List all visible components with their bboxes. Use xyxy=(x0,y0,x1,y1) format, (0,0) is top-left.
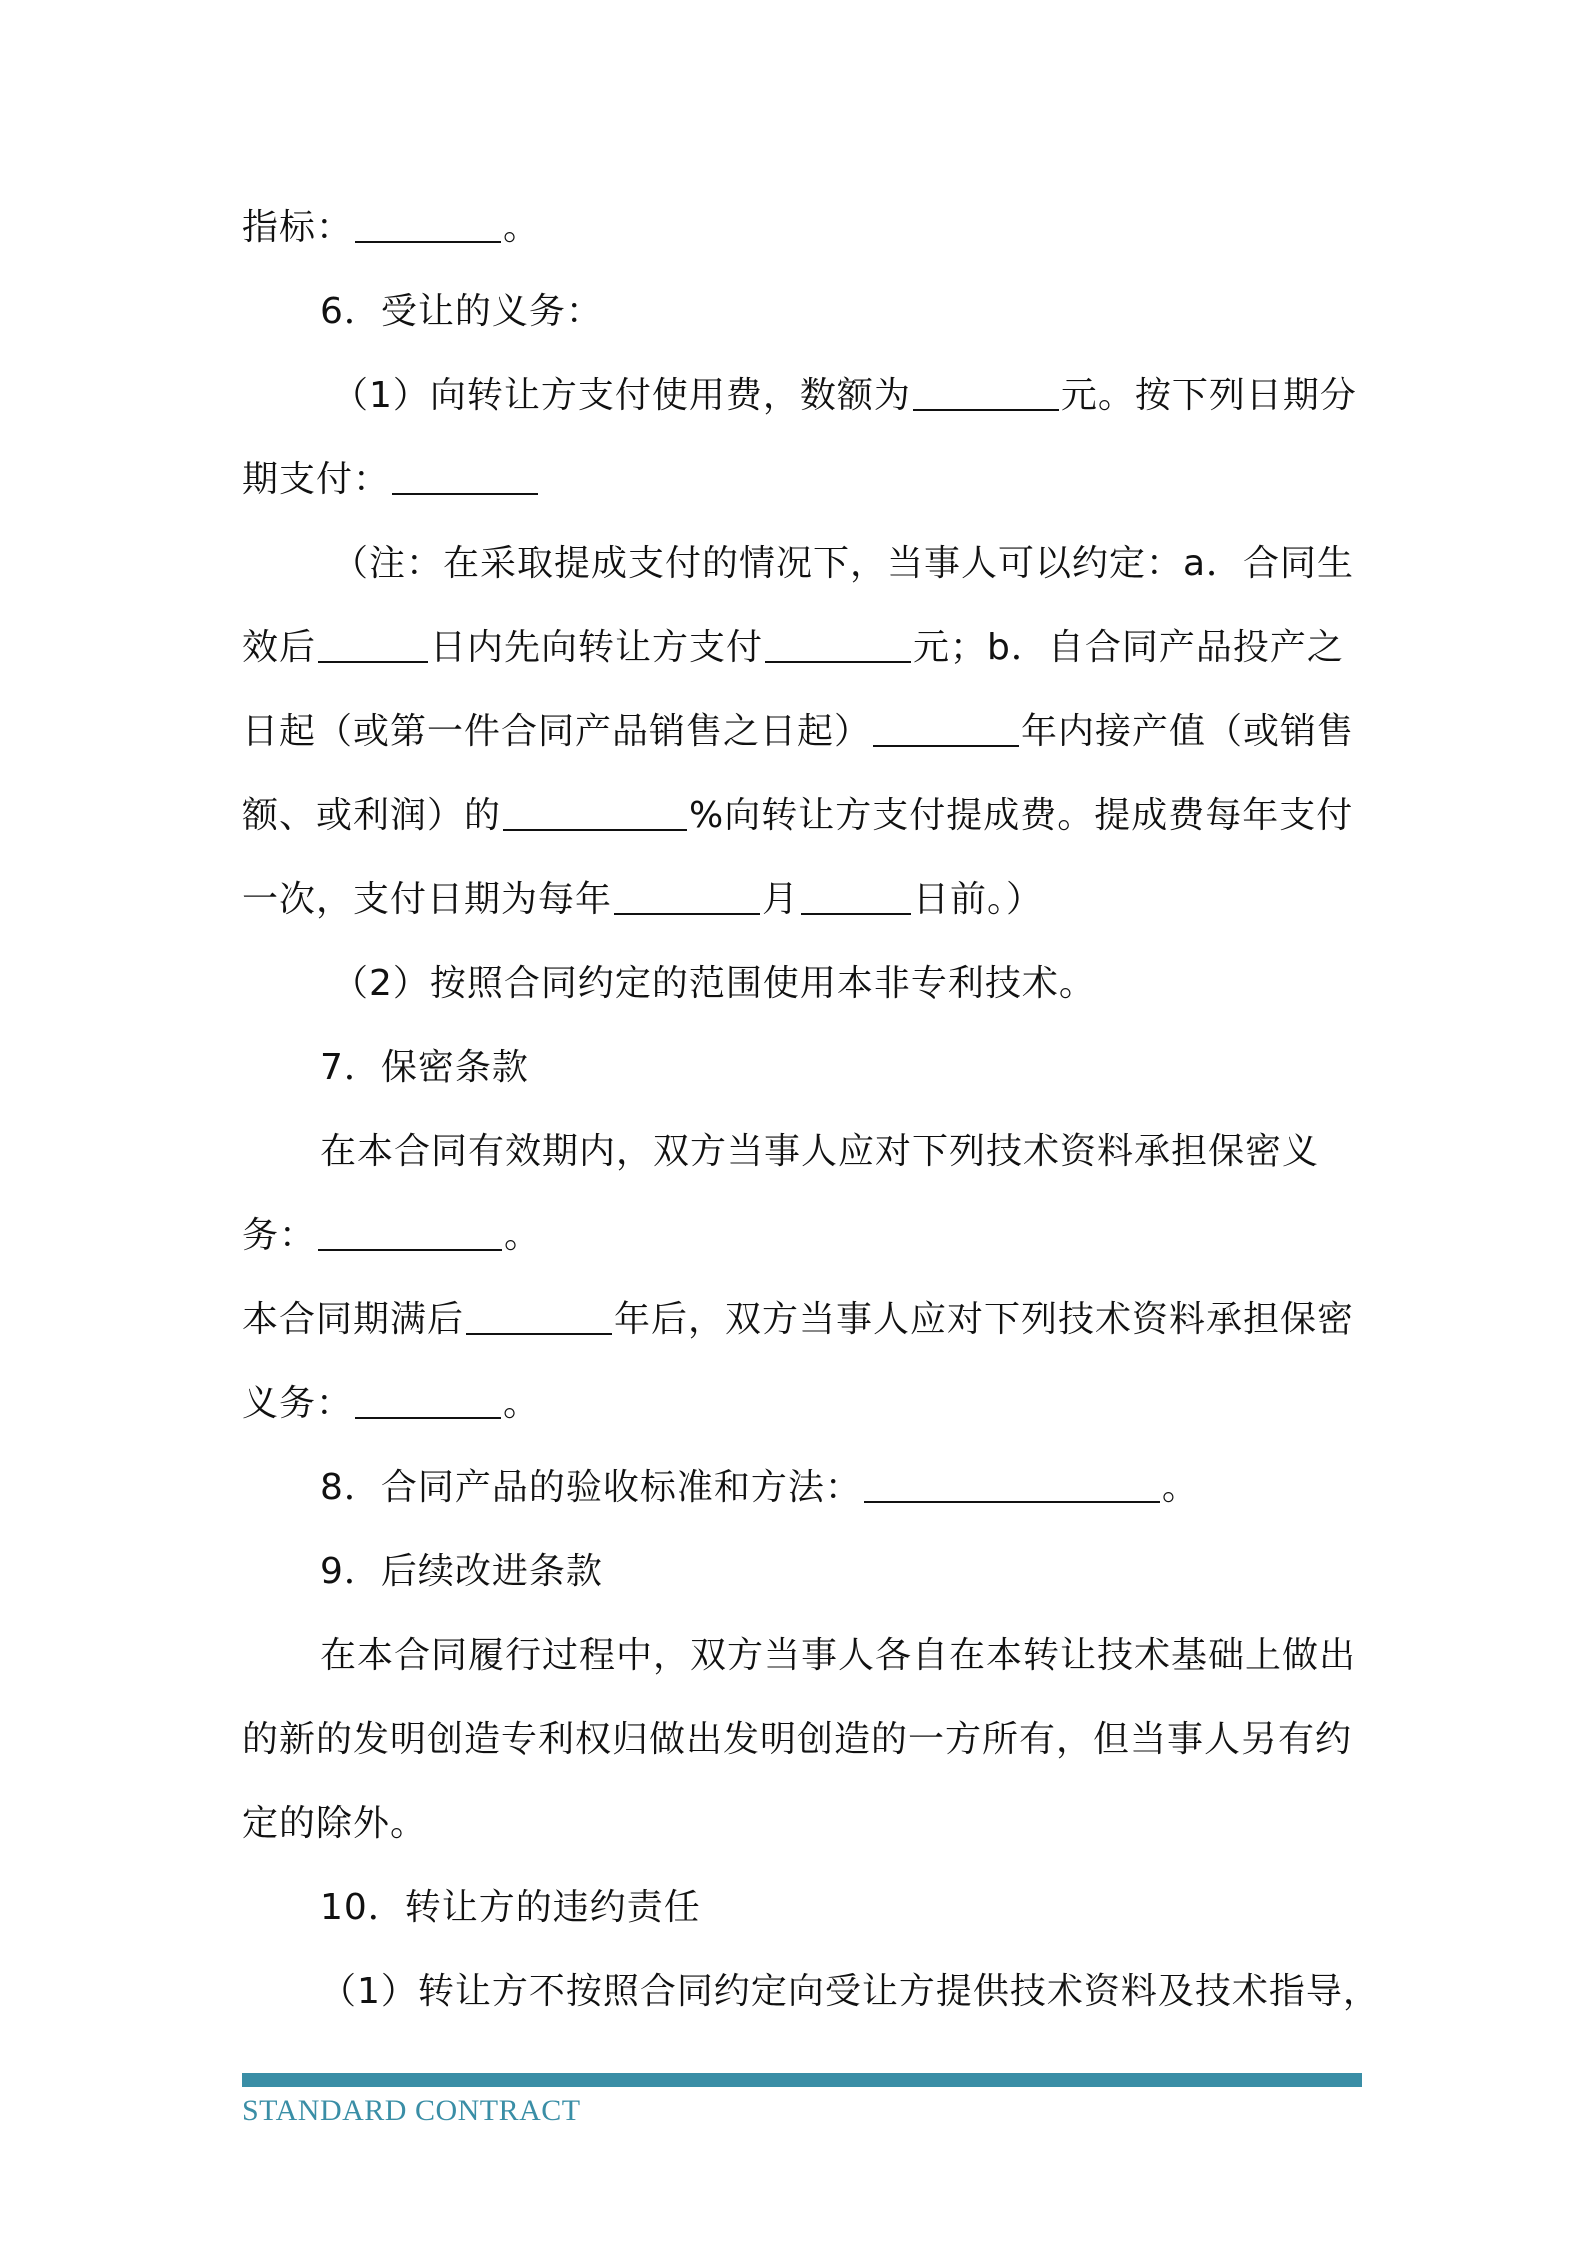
fill-in-blank xyxy=(392,457,538,495)
text-line xyxy=(242,1211,1362,1261)
section-heading xyxy=(320,1463,1440,1513)
text-line xyxy=(332,959,1452,1009)
line-text: 指标： xyxy=(242,207,354,248)
line-text: %向转让方支付提成费。提成费每年支付 xyxy=(689,795,1354,836)
line-text: 年内接产值（或销售 xyxy=(1021,711,1355,752)
line-text: 7．保密条款 xyxy=(320,1047,529,1088)
fill-in-blank xyxy=(466,1297,612,1335)
line-text: （2）按照合同约定的范围使用本非专利技术。 xyxy=(332,963,1096,1004)
line-text: 。 xyxy=(504,1215,542,1256)
line-text: 9．后续改进条款 xyxy=(320,1551,603,1592)
line-text: 务： xyxy=(242,1215,317,1256)
text-line xyxy=(242,1799,1362,1849)
line-text: 年后，双方当事人应对下列技术资料承担保密 xyxy=(614,1299,1355,1340)
fill-in-blank xyxy=(864,1465,1160,1503)
line-text: 10．转让方的违约责任 xyxy=(320,1887,701,1928)
section-heading xyxy=(320,1547,1440,1597)
section-heading xyxy=(320,287,1440,337)
line-text: 日起（或第一件合同产品销售之日起） xyxy=(242,711,872,752)
section-heading xyxy=(320,1883,1440,1933)
line-text: 期支付： xyxy=(242,459,391,500)
text-line xyxy=(332,371,1452,421)
fill-in-blank xyxy=(318,625,428,663)
line-text: 元。按下列日期分 xyxy=(1060,375,1357,416)
line-text: 。 xyxy=(503,207,541,248)
text-line xyxy=(242,1295,1362,1345)
line-text: 在本合同有效期内，双方当事人应对下列技术资料承担保密义 xyxy=(320,1131,1320,1172)
line-text: 额、或利润）的 xyxy=(242,795,502,836)
text-line xyxy=(242,203,1362,253)
line-text: 日前。） xyxy=(913,879,1044,920)
text-line xyxy=(242,455,1362,505)
text-line xyxy=(242,791,1362,841)
fill-in-blank xyxy=(614,877,760,915)
line-text: 。 xyxy=(1161,1467,1199,1508)
line-text: 在本合同履行过程中，双方当事人各自在本转让技术基础上做出 xyxy=(320,1635,1357,1676)
line-text: 日内先向转让方支付 xyxy=(430,627,764,668)
fill-in-blank xyxy=(801,877,911,915)
text-line xyxy=(320,1631,1440,1681)
text-line xyxy=(242,1715,1362,1765)
text-line xyxy=(320,1127,1440,1177)
text-line xyxy=(242,1379,1362,1429)
fill-in-blank xyxy=(765,625,911,663)
fill-in-blank xyxy=(355,1381,501,1419)
line-text: 月 xyxy=(762,879,800,920)
text-line xyxy=(320,1967,1440,2017)
fill-in-blank xyxy=(503,793,687,831)
text-line xyxy=(242,623,1362,673)
footer-label: STANDARD CONTRACT xyxy=(242,2094,581,2127)
fill-in-blank xyxy=(913,373,1059,411)
line-text: （1）转让方不按照合同约定向受让方提供技术资料及技术指导， xyxy=(320,1971,1380,2012)
fill-in-blank xyxy=(355,205,501,243)
line-text: 元；b．自合同产品投产之 xyxy=(913,627,1344,668)
line-text: （1）向转让方支付使用费，数额为 xyxy=(332,375,911,416)
section-heading xyxy=(320,1043,1440,1093)
text-line xyxy=(242,875,1362,925)
line-text: 。 xyxy=(503,1383,541,1424)
line-text: 本合同期满后 xyxy=(242,1299,465,1340)
footer-divider xyxy=(242,2073,1362,2087)
text-line xyxy=(242,707,1362,757)
line-text: 6．受让的义务： xyxy=(320,291,603,332)
line-text: 义务： xyxy=(242,1383,354,1424)
line-text: （注：在采取提成支付的情况下，当事人可以约定：a．合同生 xyxy=(332,543,1355,584)
line-text: 定的除外。 xyxy=(242,1803,428,1844)
line-text: 的新的发明创造专利权归做出发明创造的一方所有，但当事人另有约 xyxy=(242,1719,1353,1760)
line-text: 一次，支付日期为每年 xyxy=(242,879,613,920)
line-text: 效后 xyxy=(242,627,317,668)
line-text: 8．合同产品的验收标准和方法： xyxy=(320,1467,862,1508)
fill-in-blank xyxy=(873,709,1019,747)
text-line xyxy=(332,539,1452,589)
fill-in-blank xyxy=(318,1213,502,1251)
